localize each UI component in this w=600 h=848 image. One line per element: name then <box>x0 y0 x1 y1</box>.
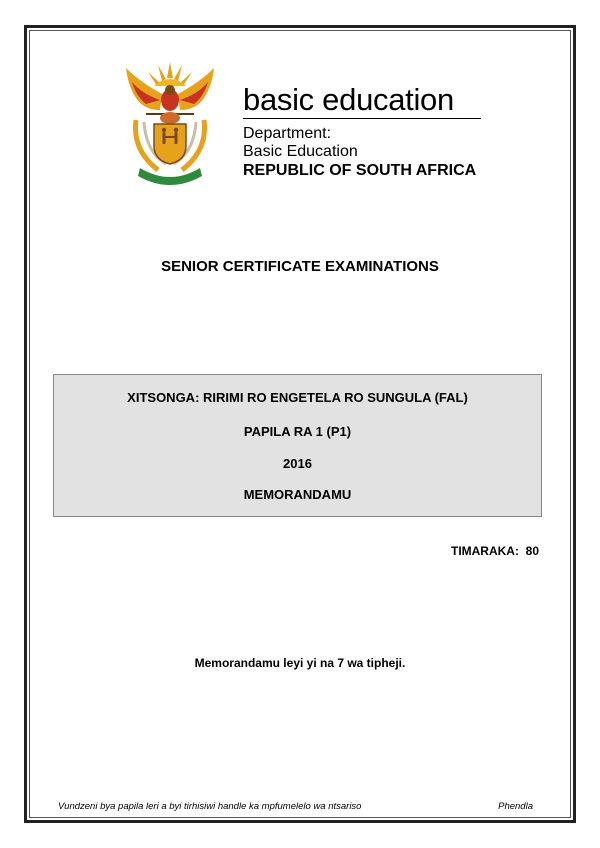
coat-of-arms-icon <box>122 60 218 188</box>
copyright-note: Vundzeni bya papila leri a byi tirhisiwi handle ka mpfumelelo wa ntsariso <box>58 801 362 812</box>
department-branding <box>243 83 483 180</box>
paper-number: PAPILA RA 1 (P1) <box>243 424 352 439</box>
department-label: Department: <box>243 125 332 142</box>
republic-label: REPUBLIC OF SOUTH AFRICA <box>243 162 477 179</box>
turn-over-label: Phendla <box>498 801 533 812</box>
page-count-note: Memorandamu leyi yi na 7 wa tipheji. <box>194 656 406 670</box>
exam-heading: SENIOR CERTIFICATE EXAMINATIONS <box>161 258 439 275</box>
brand-rule <box>243 118 481 119</box>
subject-title: XITSONGA: RIRIMI RO ENGETELA RO SUNGULA (FAL) <box>127 390 468 405</box>
document-type: MEMORANDAMU <box>243 487 352 502</box>
exam-year: 2016 <box>283 456 312 471</box>
subject-box <box>53 374 542 517</box>
department-name: Basic Education <box>243 143 358 160</box>
total-marks: TIMARAKA: 80 <box>450 544 539 558</box>
brand-name: basic education <box>243 82 454 117</box>
